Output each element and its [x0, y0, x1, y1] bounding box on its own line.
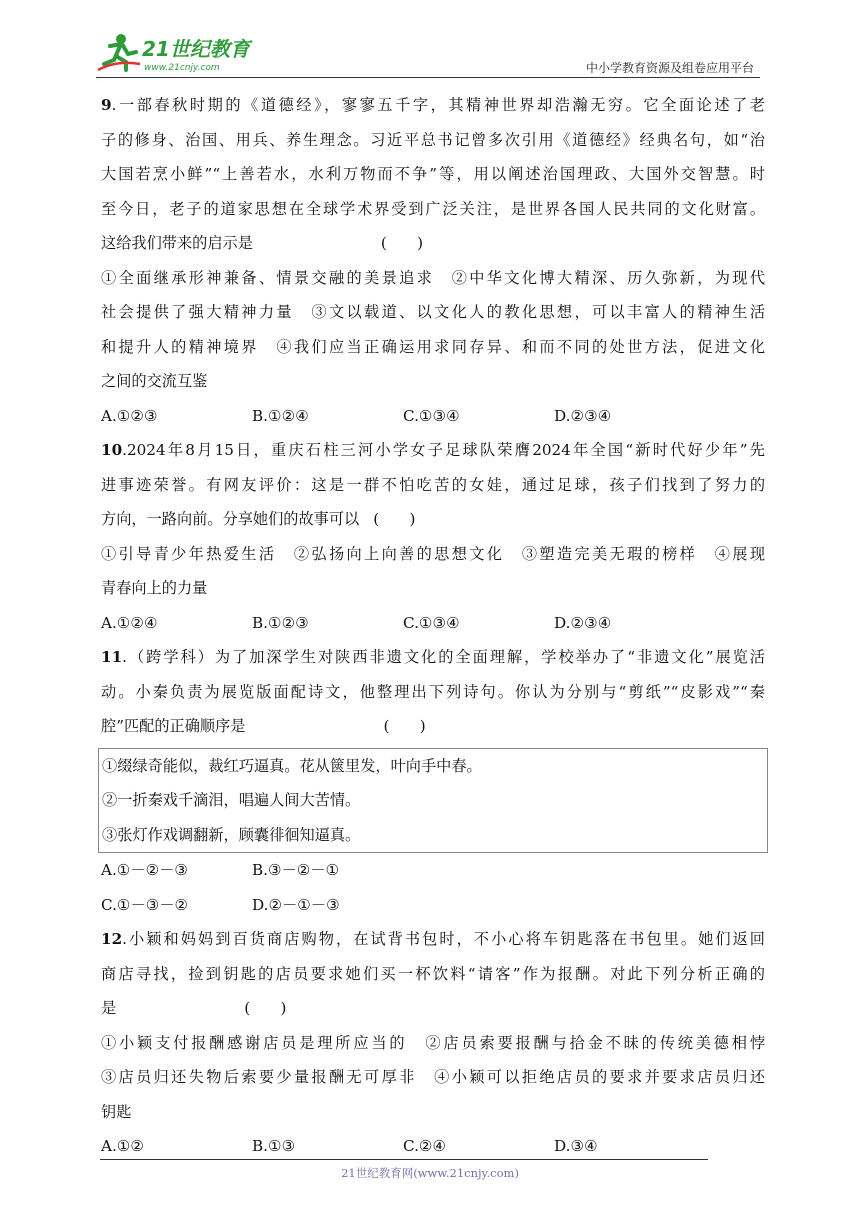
option-d[interactable]: D.②③④: [554, 613, 612, 632]
statement-line: 青春向上的力量: [101, 579, 208, 597]
statement-line: ③店员归还失物后索要少量报酬无可厚非 ④小颖可以拒绝店员的要求并要求店员归还: [101, 1068, 765, 1086]
statement-line: ①引导青少年热爱生活 ②弘扬向上向善的思想文化 ③塑造完美无瑕的榜样 ④展现: [101, 544, 765, 563]
footer-text[interactable]: 21世纪教育网(www.21cnjy.com): [341, 1166, 519, 1180]
answer-options: [101, 888, 765, 923]
statement-line: 和提升人的精神境界 ④我们应当正确运用求同存异、和而不同的处世方法，促进文化: [101, 337, 765, 356]
question-number: 11: [101, 648, 123, 666]
poem-line: ①缀绿奇能似，裁红巧逼真。花从篋里发，叶向手中春。: [102, 756, 482, 775]
option-c[interactable]: C.②④: [403, 1137, 447, 1155]
question-9: [101, 88, 765, 433]
option-a[interactable]: A.①－②－③: [101, 861, 189, 879]
question-line: 子的修身、治国、用兵、养生理念。习近平总书记曾多次引用《道德经》经典名句，如“治: [101, 130, 765, 149]
svg-text:21世纪教育: 21世纪教育: [142, 37, 250, 61]
header-divider: [96, 77, 760, 78]
question-line: 10.2024年8月15日，重庆石柱三河小学女子足球队荣膺2024年全国“新时代好少年”先: [101, 441, 765, 459]
question-line: 这给我们带来的启示是 ( ): [101, 226, 765, 261]
question-number: 12: [101, 930, 123, 948]
page-header: [96, 30, 760, 78]
answer-options: [101, 853, 765, 888]
option-d[interactable]: D.②③④: [554, 406, 612, 425]
question-number: 10: [101, 441, 123, 459]
statement-line: ①全面继承形神兼备、情景交融的美景追求 ②中华文化博大精深、历久弥新，为现代: [101, 268, 765, 287]
option-c[interactable]: C.①③④: [403, 406, 460, 425]
statement-line: 社会提供了强大精神力量 ③文以载道、以文化人的教化思想，可以丰富人的精神生活: [101, 303, 765, 321]
site-logo: [96, 30, 261, 76]
answer-blank: ( ): [380, 234, 424, 252]
question-line: 12.小颖和妈妈到百货商店购物，在试背书包时，不小心将车钥匙落在书包里。她们返回: [101, 930, 765, 948]
option-a[interactable]: A.①②③: [101, 406, 158, 425]
question-list: [101, 88, 765, 1164]
question-line: 11.（跨学科）为了加深学生对陕西非遗文化的全面理解，学校举办了“非遗文化”展览活: [101, 648, 765, 666]
answer-options: [101, 399, 765, 434]
runner-icon: [98, 34, 140, 70]
poem-line: ③张灯作戏调翻新，顾囊徘徊知逼真。: [102, 825, 361, 844]
answer-blank: ( ): [383, 717, 426, 735]
question-12: [101, 922, 765, 1164]
question-line: 方向，一路向前。分享她们的故事可以 ( ): [101, 502, 765, 537]
question-line: 大国若烹小鲜”“上善若水，水利万物而不争”等，用以阐述治国理政、大国外交智慧。时: [101, 165, 765, 183]
poem-line: ②一折秦戏千滴泪，唱遍人间大苦情。: [102, 791, 361, 809]
question-line: 是 ( ): [101, 991, 765, 1026]
statement-line: 之间的交流互鉴: [101, 372, 208, 390]
question-11: [101, 640, 765, 922]
option-b[interactable]: B.③－②－①: [252, 861, 340, 879]
option-b[interactable]: B.①③: [252, 1137, 296, 1155]
question-line: 动。小秦负责为展览版面配诗文，他整理出下列诗句。你认为分别与“剪纸”“皮影戏”“秦: [101, 682, 765, 701]
question-number: 9: [101, 96, 112, 114]
option-c[interactable]: C.①－③－②: [101, 895, 189, 914]
statement-line: 钥匙: [101, 1102, 132, 1121]
option-a[interactable]: A.①②④: [101, 613, 158, 632]
option-b[interactable]: B.①②④: [252, 406, 309, 425]
answer-blank: ( ): [244, 999, 287, 1017]
option-d[interactable]: D.②－①－③: [252, 895, 340, 914]
answer-blank: ( ): [373, 510, 416, 528]
poem-box: [98, 748, 768, 854]
question-line: 9.一部春秋时期的《道德经》，寥寥五千字，其精神世界却浩瀚无穷。它全面论述了老: [101, 96, 765, 114]
option-a[interactable]: A.①②: [101, 1137, 145, 1155]
question-line: 商店寻找，捡到钥匙的店员要求她们买一杯饮料“请客”作为报酬。对此下列分析正确的: [101, 964, 765, 983]
question-line: 腔”匹配的正确顺序是 ( ): [101, 709, 765, 744]
platform-name: 中小学教育资源及组卷应用平台: [585, 61, 754, 75]
option-b[interactable]: B.①②③: [252, 613, 309, 632]
option-c[interactable]: C.①③④: [403, 613, 460, 632]
answer-options: [101, 606, 765, 641]
question-line: 进事迹荣誉。有网友评价：这是一群不怕吃苦的女娃，通过足球，孩子们找到了努力的: [101, 475, 765, 494]
footer-divider: [100, 1159, 708, 1160]
question-line: 至今日，老子的道家思想在全球学术界受到广泛关注，是世界各国人民共同的文化财富。: [101, 199, 765, 218]
statement-line: ①小颖支付报酬感谢店员是理所应当的 ②店员索要报酬与拾金不昧的传统美德相悖: [101, 1033, 765, 1052]
option-d[interactable]: D.③④: [554, 1137, 598, 1155]
question-10: [101, 433, 765, 640]
svg-text:www.21cnjy.com: www.21cnjy.com: [144, 63, 220, 73]
